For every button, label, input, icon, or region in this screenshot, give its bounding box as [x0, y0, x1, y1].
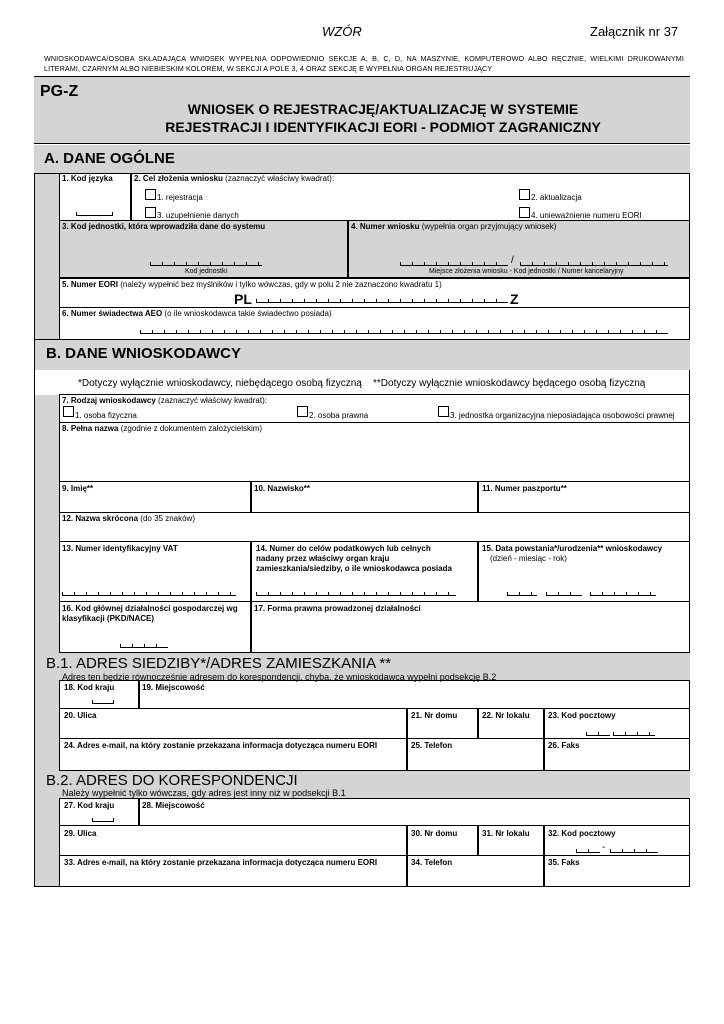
postal-code-dash: - — [602, 842, 606, 853]
country-code-input[interactable] — [92, 700, 114, 704]
field-35-label: 35. Faks — [548, 858, 580, 867]
field-32-label: 32. Kod pocztowy — [548, 829, 616, 838]
option-rejestracja-label: 1. rejestracja — [157, 193, 203, 202]
field-18-label: 18. Kod kraju — [64, 683, 115, 692]
field-14-label: 14. Numer do celów podatkowych lub celnych nadany przez właściwy organ kraju zamieszkania/siedziby, o ile wnioskodawca posiada — [256, 544, 452, 573]
section-b-title: B. DANE WNIOSKODAWCY — [46, 345, 241, 362]
field-8-label: 8. Pełna nazwa (zgodnie z dokumentem założycielskim) — [62, 424, 263, 433]
option-uniewaznienie-label: 4. unieważnienie numeru EORI — [531, 211, 642, 220]
option-uzupelnienie-label: 3. uzupełnienie danych — [157, 211, 239, 220]
application-number-slash: / — [511, 255, 514, 266]
checkbox-jednostka[interactable] — [438, 406, 449, 417]
form-title-line2: REJESTRACJI I IDENTYFIKACJI EORI - PODMIOT ZAGRANICZNY — [165, 119, 601, 135]
field-7-label: 7. Rodzaj wnioskodawcy (zaznaczyć właściwy kwadrat): — [62, 396, 267, 405]
field-29-label: 29. Ulica — [64, 829, 97, 838]
field-1-label: 1. Kod języka — [62, 174, 113, 183]
field-25-label: 25. Telefon — [411, 741, 453, 750]
checkbox-osoba-fizyczna[interactable] — [63, 406, 74, 417]
field-10-label: 10. Nazwisko** — [254, 484, 311, 493]
field-28-label: 28. Miejscowość — [142, 801, 205, 810]
section-a-title: A. DANE OGÓLNE — [44, 150, 175, 167]
field-28-box[interactable] — [139, 798, 690, 826]
section-b-margin — [35, 395, 59, 653]
field-2-label: 2. Cel złożenia wniosku (zaznaczyć właściwy kwadrat): — [134, 174, 335, 183]
field-29-box[interactable] — [59, 825, 407, 856]
field-20-box[interactable] — [59, 708, 407, 739]
field-24-label: 24. Adres e-mail, na który zostanie przekazana informacja dotycząca numeru EORI — [64, 741, 378, 750]
eori-prefix: PL — [234, 291, 252, 307]
field-22-label: 22. Nr lokalu — [482, 711, 530, 720]
title-rule — [34, 143, 690, 144]
checkbox-aktualizacja[interactable] — [519, 189, 530, 200]
field-17-label: 17. Forma prawna prowadzonej działalności — [254, 604, 421, 613]
field-21-label: 21. Nr domu — [411, 711, 458, 720]
field-12-label: 12. Nazwa skrócona (do 35 znaków) — [62, 514, 195, 523]
field-15-hint: (dzień - miesiąc - rok) — [490, 554, 567, 563]
field-13-label: 13. Numer identyfikacyjny VAT — [62, 544, 178, 553]
language-code-input[interactable] — [76, 212, 113, 216]
attachment-number: Załącznik nr 37 — [590, 24, 679, 39]
field-4-label: 4. Numer wniosku (wypełnia organ przyjmujący wniosek) — [351, 222, 557, 231]
note-legal-entity: *Dotyczy wyłącznie wnioskodawcy, niebędącego osobą fizyczną — [78, 378, 362, 389]
section-b2-note: Należy wypełnić tylko wówczas, gdy adres jest inny niż w podsekcji B.1 — [62, 788, 346, 798]
eori-suffix: Z — [510, 291, 519, 307]
unit-code-input[interactable] — [150, 262, 262, 266]
date-month-input[interactable] — [546, 592, 582, 596]
option-aktualizacja-label: 2. aktualizacja — [531, 193, 582, 202]
field-16-label: 16. Kod głównej działalności gospodarczej wg klasyfikacji (PKD/NACE) — [62, 604, 238, 623]
checkbox-uzupelnienie[interactable] — [145, 207, 156, 218]
field-3-label: 3. Kod jednostki, która wprowadziła dane do systemu — [62, 222, 266, 231]
section-b-rule — [34, 339, 690, 340]
section-b1-note: Adres ten będzie równocześnie adresem do korespondencji, chyba, że wnioskodawca wypełni podsekcję B.2 — [62, 672, 497, 682]
note-natural-person: **Dotyczy wyłącznie wnioskodawcy będącego osobą fizyczną — [373, 378, 646, 389]
tax-number-input[interactable] — [256, 592, 456, 596]
correspondence-postal-part2-input[interactable] — [610, 849, 658, 853]
field-33-label: 33. Adres e-mail, na który zostanie przekazana informacja dotycząca numeru EORI — [64, 858, 378, 867]
pkd-code-input[interactable] — [120, 644, 168, 648]
section-b1-margin — [35, 680, 59, 771]
aeo-number-input[interactable] — [140, 330, 668, 334]
option-jednostka-label: 3. jednostka organizacyjna nieposiadająca osobowości prawnej — [450, 411, 675, 420]
checkbox-osoba-prawna[interactable] — [297, 406, 308, 417]
form-title — [130, 100, 636, 136]
checkbox-rejestracja[interactable] — [145, 189, 156, 200]
field-23-label: 23. Kod pocztowy — [548, 711, 616, 720]
form-title-line1: WNIOSEK O REJESTRACJĘ/AKTUALIZACJĘ W SYSTEMIE — [187, 101, 579, 117]
unit-code-caption: Kod jednostki — [185, 268, 228, 275]
date-day-input[interactable] — [507, 592, 537, 596]
postal-code-part2-input[interactable] — [613, 732, 655, 736]
section-b2-margin — [35, 798, 59, 886]
field-9-label: 9. Imię** — [62, 484, 94, 493]
field-31-label: 31. Nr lokalu — [482, 829, 530, 838]
postal-code-part1-input[interactable] — [586, 732, 610, 736]
field-34-label: 34. Telefon — [411, 858, 453, 867]
option-fizyczna-label: 1. osoba fizyczna — [75, 411, 137, 420]
fill-instruction: WNIOSKODAWCA/OSOBA SKŁADAJĄCA WNIOSEK WYPEŁNIA ODPOWIEDNIO SEKCJE A, B, C, D, NA MASZYNIE, KOMPUTEROWO ALBO RĘCZNIE, WIELKIMI DRUKOWANYMI LITERAMI, CZARNYM ALBO NIEBIESKIM KOLOREM, W SEKCJI A POLE 3, 4 ORAZ SEKCJĘ E WYPEŁNIA ORGAN REJESTRUJĄCY — [44, 54, 684, 73]
checkbox-uniewaznienie[interactable] — [519, 207, 530, 218]
section-b2-title: B.2. ADRES DO KORESPONDENCJI — [46, 772, 298, 789]
field-11-label: 11. Numer paszportu** — [482, 484, 567, 493]
section-b1-title: B.1. ADRES SIEDZIBY*/ADRES ZAMIESZKANIA ** — [46, 655, 392, 672]
field-6-label: 6. Numer świadectwa AEO (o ile wnioskodawca takie świadectwo posiada) — [62, 309, 332, 318]
application-number-caption: Miejsce złożenia wniosku - Kod jednostki / Numer kancelaryjny — [429, 268, 624, 275]
field-27-label: 27. Kod kraju — [64, 801, 115, 810]
field-30-label: 30. Nr domu — [411, 829, 458, 838]
option-prawna-label: 2. osoba prawna — [309, 411, 369, 420]
form-code: PG-Z — [40, 83, 79, 100]
field-5-label: 5. Numer EORI (należy wypełnić bez myślników i tylko wówczas, gdy w polu 2 nie zaznaczono kwadratu 1) — [62, 280, 442, 289]
section-a-margin — [35, 174, 59, 340]
vat-number-input[interactable] — [62, 592, 236, 596]
correspondence-postal-part1-input[interactable] — [576, 849, 600, 853]
watermark-label: WZÓR — [322, 24, 362, 39]
field-19-box[interactable] — [139, 680, 690, 709]
eori-number-input[interactable] — [256, 299, 508, 303]
field-26-label: 26. Faks — [548, 741, 580, 750]
correspondence-country-code-input[interactable] — [92, 818, 114, 822]
application-number-input[interactable] — [520, 262, 668, 266]
field-19-label: 19. Miejscowość — [142, 683, 205, 692]
field-20-label: 20. Ulica — [64, 711, 97, 720]
date-year-input[interactable] — [590, 592, 656, 596]
application-place-input[interactable] — [400, 262, 508, 266]
field-15-label: 15. Data powstania*/urodzenia** wnioskodawcy — [482, 544, 663, 553]
